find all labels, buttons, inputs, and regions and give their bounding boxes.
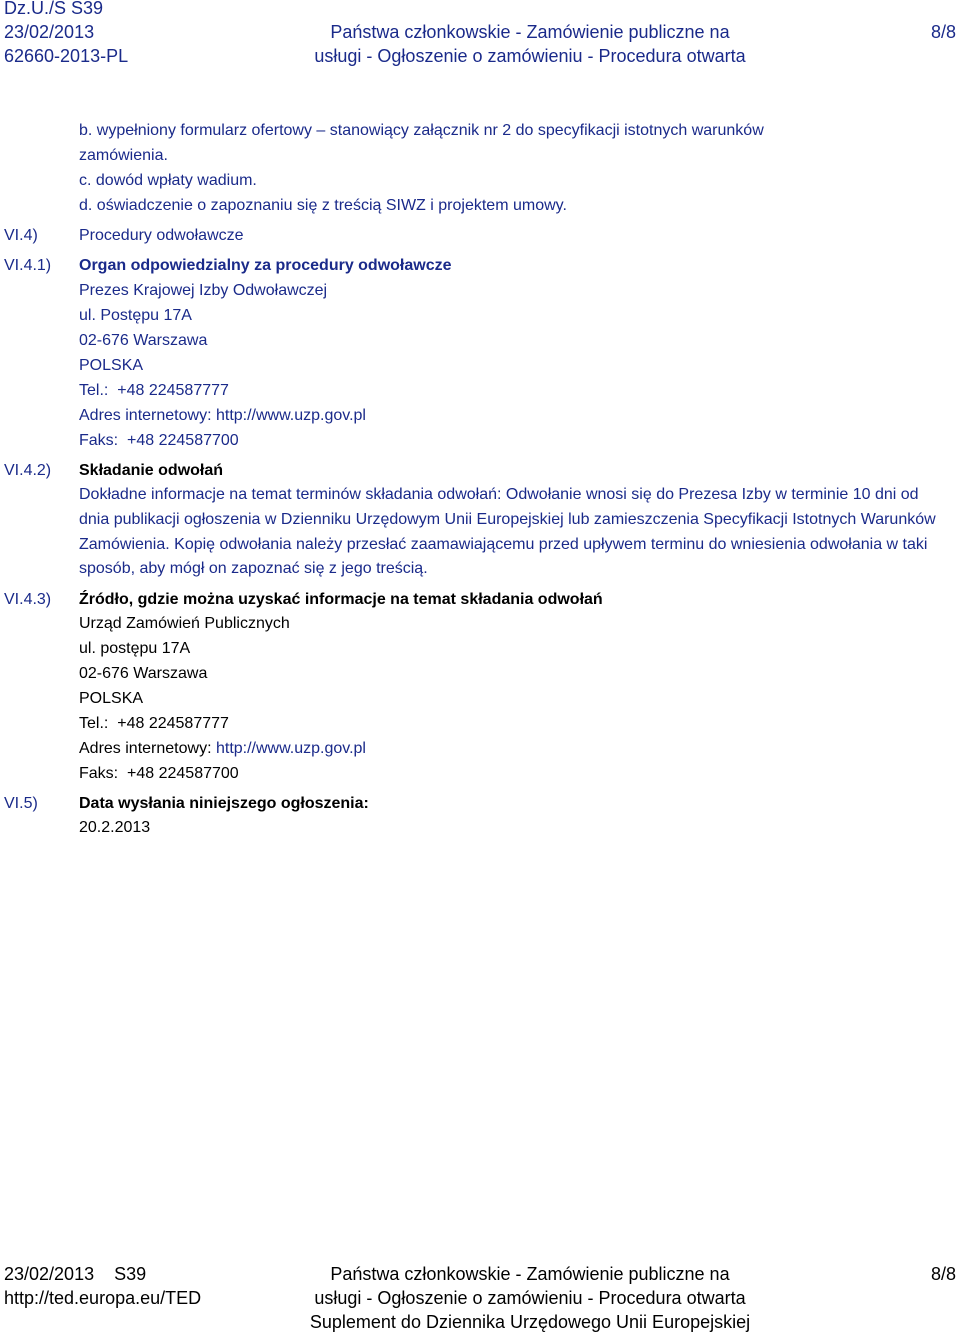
header-title-line2: usługi - Ogłoszenie o zamówieniu - Procedura otwarta (314, 46, 746, 66)
footer-page-number: 8/8 (930, 1264, 956, 1284)
footer-title-line3: Suplement do Dziennika Urzędowego Unii Europejskiej (309, 1312, 751, 1332)
fax-value: +48 224587700 (127, 432, 239, 449)
website-link[interactable]: http://www.uzp.gov.pl (215, 407, 366, 424)
footer-title-line2: usługi - Ogłoszenie o zamówieniu - Procedura otwarta (314, 1288, 746, 1308)
source-name: Urząd Zamówień Publicznych (79, 615, 290, 632)
fax-value: +48 224587700 (127, 765, 239, 782)
section-label-vi42: VI.4.2) (4, 462, 52, 479)
section-label-vi41: VI.4.1) (4, 257, 52, 274)
org-phone (79, 379, 229, 403)
header-date: 23/02/2013 (4, 22, 95, 42)
list-item-b: b. wypełniony formularz ofertowy – stanowiący załącznik nr 2 do specyfikacji istotnych warunków (79, 122, 764, 139)
org-country: POLSKA (79, 357, 144, 374)
doc-id: 62660-2013-PL (4, 46, 129, 66)
list-item-d: d. oświadczenie o zapoznaniu się z treścią SIWZ i projektem umowy. (79, 197, 567, 214)
section-title-vi5: Data wysłania niniejszego ogłoszenia: (79, 795, 369, 812)
section-label-vi43: VI.4.3) (4, 591, 52, 608)
org-street: ul. Postępu 17A (79, 307, 192, 324)
section-label-vi4: VI.4) (4, 227, 38, 244)
source-fax (79, 762, 239, 786)
section-title-vi42: Składanie odwołań (79, 462, 224, 479)
org-city: 02-676 Warszawa (79, 332, 208, 349)
section-title-vi43: Źródło, gdzie można uzyskać informacje na temat składania odwołań (79, 591, 603, 608)
source-country: POLSKA (79, 690, 144, 707)
list-item-c: c. dowód wpłaty wadium. (79, 172, 257, 189)
journal-ref: Dz.U./S S39 (4, 0, 104, 18)
org-fax (79, 429, 239, 453)
section-title-vi41: Organ odpowiedzialny za procedury odwoławcze (79, 257, 452, 274)
header-title-line1: Państwa członkowskie - Zamówienie publiczne na (330, 22, 730, 42)
page-footer (0, 1262, 960, 1332)
header-page-number: 8/8 (930, 22, 956, 42)
org-name: Prezes Krajowej Izby Odwoławczej (79, 282, 328, 299)
source-street: ul. postępu 17A (79, 640, 191, 657)
section-label-vi5: VI.5) (4, 795, 38, 812)
page-header (0, 0, 960, 75)
fax-label: Faks: (79, 765, 119, 782)
footer-url[interactable]: http://ted.europa.eu/TED (4, 1288, 202, 1308)
website-link[interactable]: http://www.uzp.gov.pl (215, 740, 366, 757)
footer-date-issue: 23/02/2013 S39 (4, 1264, 147, 1284)
phone-value: +48 224587777 (117, 382, 229, 399)
source-phone (79, 712, 229, 736)
phone-label: Tel.: (79, 382, 109, 399)
source-city: 02-676 Warszawa (79, 665, 208, 682)
source-website (79, 737, 366, 761)
phone-label: Tel.: (79, 715, 109, 732)
footer-title-line1: Państwa członkowskie - Zamówienie publiczne na (330, 1264, 730, 1284)
website-label: Adres internetowy: (79, 407, 212, 424)
section-title-vi4: Procedury odwoławcze (79, 227, 244, 244)
phone-value: +48 224587777 (117, 715, 229, 732)
org-website (79, 404, 366, 428)
dispatch-date: 20.2.2013 (79, 819, 151, 836)
list-item-b-cont: zamówienia. (79, 147, 168, 164)
website-label: Adres internetowy: (79, 740, 212, 757)
fax-label: Faks: (79, 432, 119, 449)
appeals-text: Dokładne informacje na temat terminów składania odwołań: Odwołanie wnosi się do Prezesa Izby w terminie 10 dni od dnia publikacji ogłoszenia w Dzienniku Urzędowym Unii Europejskiej lub zamieszczenia Specyfikacji Istotnych Warunków Zamówienia. Kopię odwołania należy przesłać zaamawiającemu przed upływem terminu do wniesienia odwołania w taki sposób, aby mógł on zapoznać się z jego treścią. (79, 486, 936, 578)
